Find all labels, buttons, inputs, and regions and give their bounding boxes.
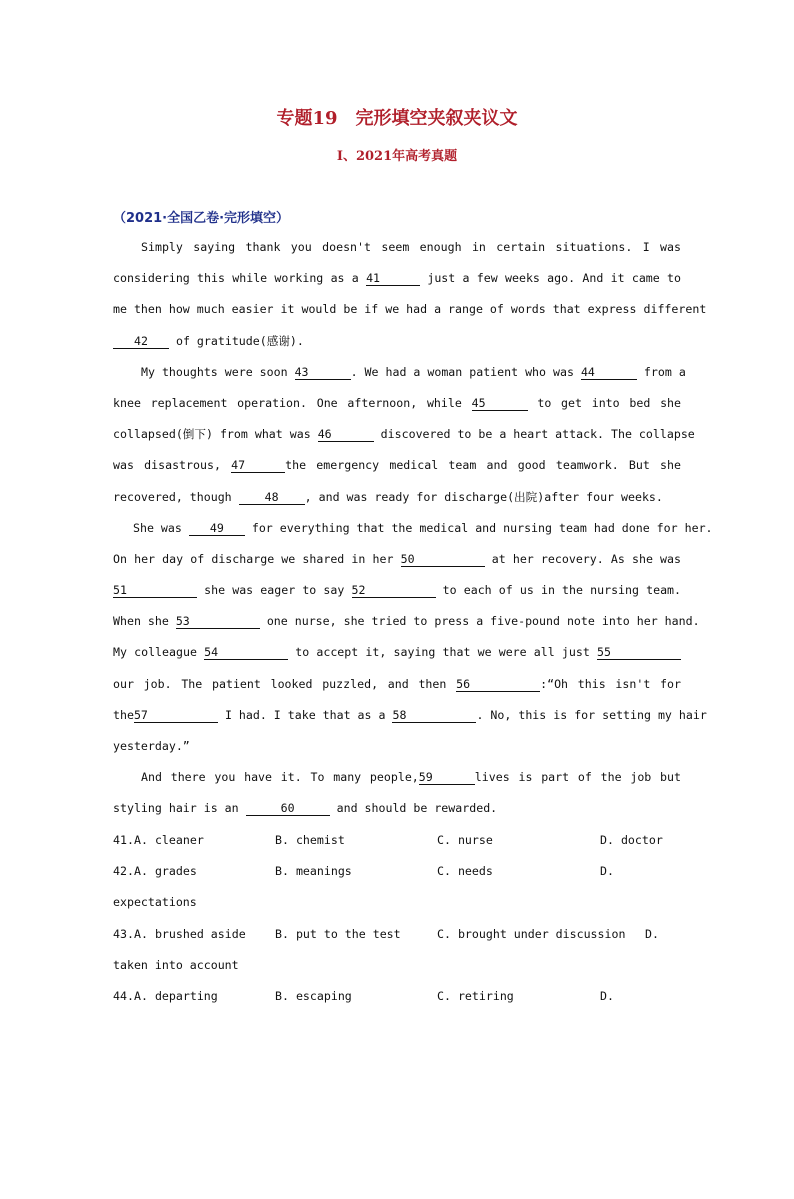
passage-line: recovered, though 48 , and was ready for discharge(出院)after four weeks. <box>113 489 663 504</box>
passage-line: knee replacement operation. One afternoon, while 45 to get into bed she <box>113 395 682 410</box>
blank-52[interactable]: 52 <box>352 583 436 598</box>
option-d[interactable]: D. doctor <box>600 833 663 847</box>
passage-line: When she 53 one nurse, she tried to press a five-pound note into her hand. <box>113 614 700 629</box>
option-b[interactable]: B. escaping <box>275 988 352 1003</box>
question-41: 41. A. cleaner B. chemist C. nurse D. doctor <box>113 825 693 856</box>
blank-49[interactable]: 49 <box>189 521 245 536</box>
passage-line: And there you have it. To many people,59 lives is part of the job but <box>141 770 681 785</box>
passage-line: the57 I had. I take that as a 58 . No, this is for setting my hair <box>113 707 707 722</box>
option-a[interactable]: A. cleaner <box>134 833 204 847</box>
option-c[interactable]: C. retiring <box>437 988 514 1003</box>
blank-57[interactable]: 57 <box>134 708 218 723</box>
passage <box>113 232 713 825</box>
blank-47[interactable]: 47 <box>231 458 285 473</box>
passage-line: On her day of discharge we shared in her 50 at her recovery. As she was <box>113 551 681 566</box>
page-title: 专题19 完形填空夹叙夹议文 <box>276 108 518 129</box>
passage-line: yesterday.” <box>113 739 190 753</box>
passage-line: was disastrous, 47 the emergency medical team and good teamwork. But she <box>113 458 681 473</box>
option-c[interactable]: C. needs <box>437 864 493 879</box>
question-44: 44. A. departing B. escaping C. retiring D. <box>113 981 693 1012</box>
blank-43[interactable]: 43 <box>295 365 351 380</box>
blank-59[interactable]: 59 <box>419 770 475 785</box>
blank-46[interactable]: 46 <box>318 427 374 442</box>
blank-48[interactable]: 48 <box>239 490 305 505</box>
question-options <box>113 825 693 1012</box>
passage-line: styling hair is an 60 and should be rewarded. <box>113 801 498 816</box>
blank-50[interactable]: 50 <box>401 552 485 567</box>
blank-56[interactable]: 56 <box>456 677 540 692</box>
option-d-text[interactable]: taken into account <box>113 957 239 972</box>
passage-line: My thoughts were soon 43 . We had a woman patient who was 44 from a <box>141 364 686 379</box>
passage-line: 51 she was eager to say 52 to each of us in the nursing team. <box>113 583 682 598</box>
option-b[interactable]: B. meanings <box>275 864 352 879</box>
option-d[interactable]: D. <box>600 988 614 1003</box>
blank-42[interactable]: 42 <box>113 334 169 349</box>
blank-53[interactable]: 53 <box>176 614 260 629</box>
blank-51[interactable]: 51 <box>113 583 197 598</box>
blank-60[interactable]: 60 <box>246 801 330 816</box>
blank-44[interactable]: 44 <box>581 365 637 380</box>
option-c[interactable]: C. nurse <box>437 833 493 847</box>
option-d-text[interactable]: expectations <box>113 895 197 910</box>
option-b[interactable]: B. put to the test <box>275 926 401 941</box>
source-label: （2021·全国乙卷·完形填空） <box>113 211 290 226</box>
passage-line: me then how much easier it would be if we had a range of words that express different <box>113 302 707 317</box>
option-d[interactable]: D. <box>645 926 659 941</box>
blank-41[interactable]: 41 <box>366 271 420 286</box>
blank-45[interactable]: 45 <box>472 396 528 411</box>
passage-line: collapsed(倒下) from what was 46 discovered to be a heart attack. The collapse <box>113 427 695 442</box>
passage-line: considering this while working as a 41 just a few weeks ago. And it came to <box>113 271 681 286</box>
option-b[interactable]: B. chemist <box>275 833 345 847</box>
passage-line: My colleague 54 to accept it, saying that we were all just 55 <box>113 637 681 668</box>
option-a[interactable]: A. departing <box>134 988 218 1003</box>
question-42: 42. A. grades B. meanings C. needs D. <box>113 856 693 887</box>
option-d[interactable]: D. <box>600 864 614 879</box>
option-a[interactable]: A. grades <box>134 864 197 879</box>
blank-58[interactable]: 58 <box>392 708 476 723</box>
passage-line: Simply saying thank you doesn't seem enough in certain situations. I was <box>141 240 681 254</box>
passage-line: our job. The patient looked puzzled, and then 56 :“Oh this isn't for <box>113 676 681 691</box>
option-c[interactable]: C. brought under discussion <box>437 926 626 941</box>
question-42-wrap <box>113 887 693 918</box>
option-a[interactable]: A. brushed aside <box>134 926 246 941</box>
question-43-wrap <box>113 950 693 981</box>
blank-55[interactable]: 55 <box>597 645 681 660</box>
section-subtitle: I、2021年高考真题 <box>336 149 458 164</box>
question-43: 43. A. brushed aside B. put to the test C. brought under discussion D. <box>113 919 693 950</box>
passage-line: She was 49 for everything that the medical and nursing team had done for her. <box>133 520 713 535</box>
blank-54[interactable]: 54 <box>204 645 288 660</box>
passage-line: 42 of gratitude(感谢). <box>113 326 681 357</box>
